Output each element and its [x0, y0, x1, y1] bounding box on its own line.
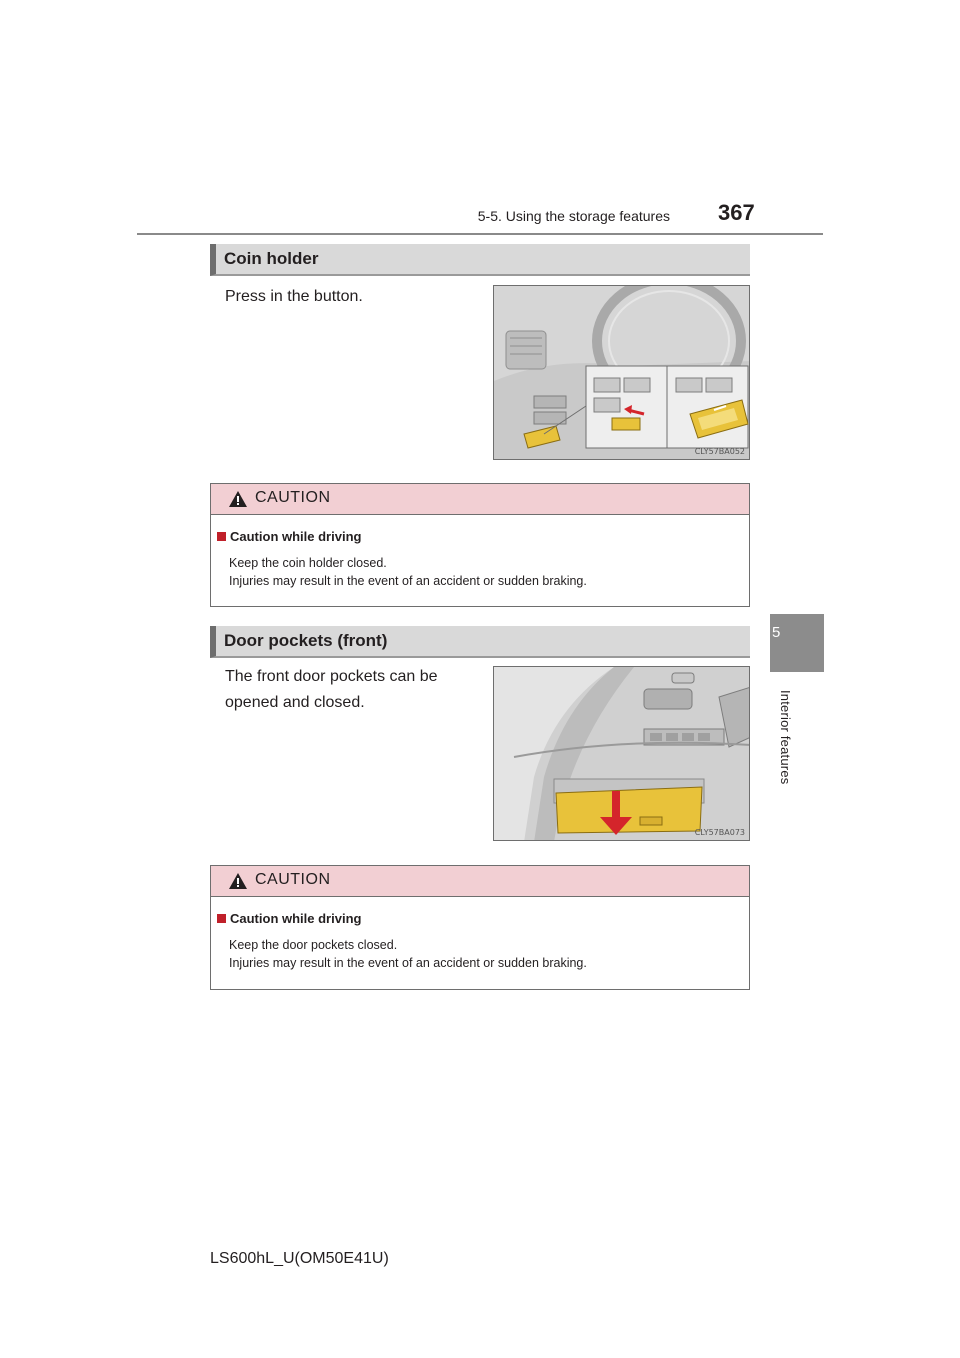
bullet-square-icon	[217, 532, 226, 541]
warning-triangle-icon	[229, 873, 247, 889]
door-pockets-instruction	[225, 664, 485, 716]
chapter-title: Interior features	[778, 690, 793, 785]
instruction-line: The front door pockets can be	[225, 668, 438, 685]
caution-box-door-pockets	[210, 865, 750, 990]
section-heading-door-pockets	[210, 626, 750, 658]
caution-subheading	[217, 911, 361, 926]
chapter-tab	[770, 614, 824, 672]
caution-header	[211, 484, 749, 515]
caution-subheading	[217, 529, 361, 544]
dashboard-drawing	[494, 286, 750, 460]
instruction-line: opened and closed.	[225, 694, 365, 711]
header-section-title: 5-5. Using the storage features	[477, 208, 670, 224]
section-heading-label: Coin holder	[224, 249, 319, 268]
page-number: 367	[718, 200, 755, 225]
door-pocket-illustration	[493, 666, 750, 841]
caution-title: CAUTION	[255, 871, 331, 888]
caution-subheading-label: Caution while driving	[230, 529, 362, 544]
caution-line: Injuries may result in the event of an accident or sudden braking.	[229, 574, 587, 588]
figure-code: CLY57BA073	[694, 828, 745, 837]
door-panel-drawing	[494, 667, 750, 841]
bullet-square-icon	[217, 914, 226, 923]
section-heading-label: Door pockets (front)	[224, 631, 388, 650]
figure-code: CLY57BA052	[694, 447, 745, 456]
chapter-number: 5	[772, 624, 781, 641]
caution-title: CAUTION	[255, 489, 331, 506]
caution-line: Keep the coin holder closed.	[229, 556, 387, 570]
footer-model-code: LS600hL_U(OM50E41U)	[210, 1250, 389, 1267]
coin-holder-illustration	[493, 285, 750, 460]
caution-line: Keep the door pockets closed.	[229, 938, 398, 952]
caution-box-coin-holder	[210, 483, 750, 607]
caution-header	[211, 866, 749, 897]
header-rule	[137, 233, 823, 235]
coin-holder-instruction: Press in the button.	[225, 288, 363, 305]
caution-subheading-label: Caution while driving	[230, 911, 362, 926]
caution-line: Injuries may result in the event of an accident or sudden braking.	[229, 956, 587, 970]
section-heading-coin-holder	[210, 244, 750, 276]
warning-triangle-icon	[229, 491, 247, 507]
